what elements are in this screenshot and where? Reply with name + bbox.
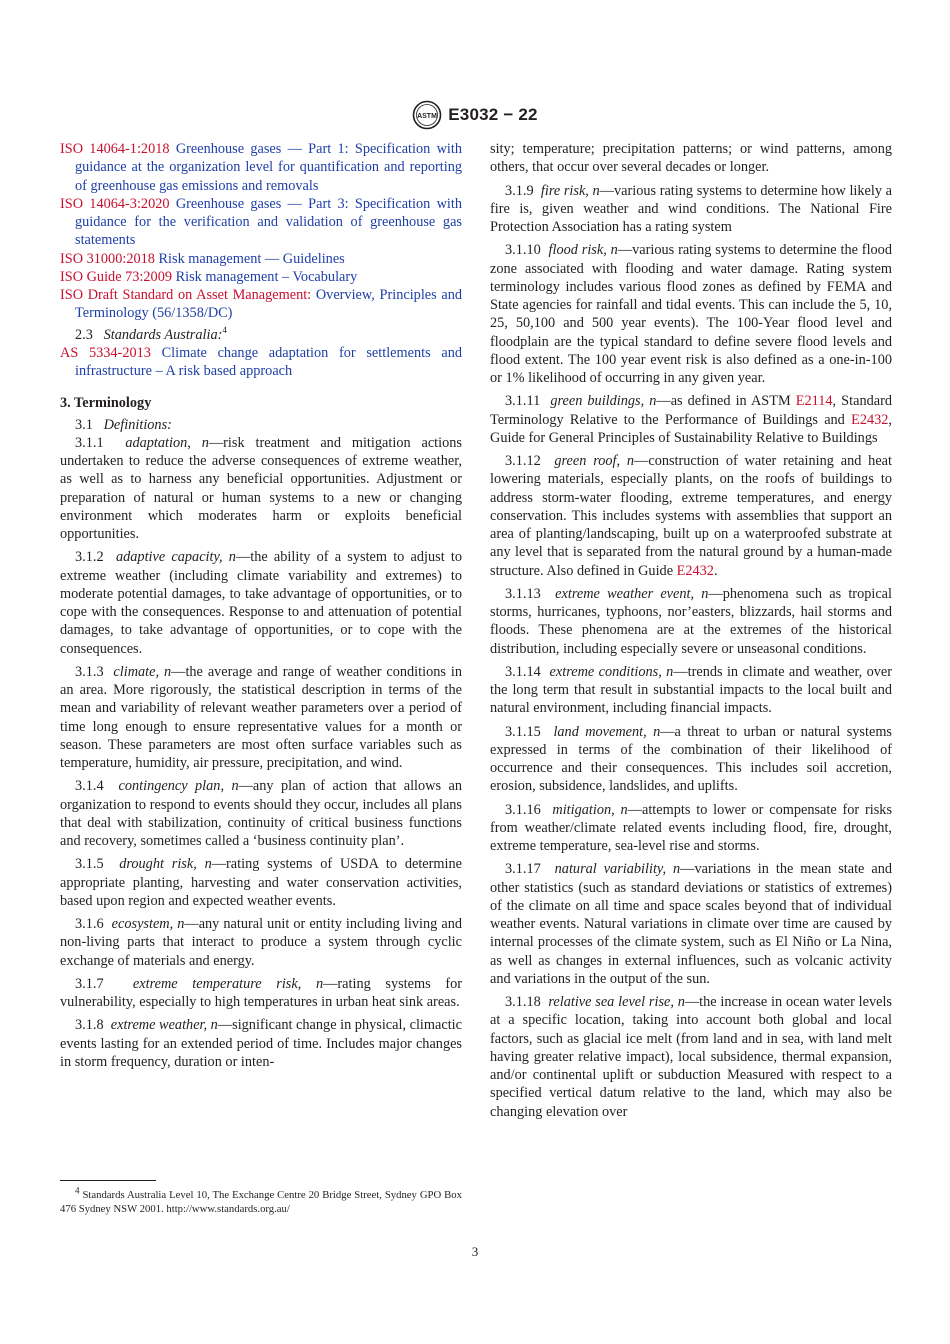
definition-number: 3.1.8: [75, 1017, 104, 1034]
definition-text: —risk treatment and mitigation actions undertaken to reduce the adverse consequences of extreme weather, as well as to harness any beneficial opportunities. Adjustment or preparation of natural or human systems to a new or changing environment which moderates harm or exploits beneficial opportunities.: [60, 434, 462, 542]
definition: [60, 548, 462, 658]
reference-item: [60, 344, 462, 381]
definition-term: land movement, n: [553, 723, 661, 740]
definition-text: .: [713, 562, 718, 579]
definition: [490, 452, 892, 580]
definition: [60, 915, 462, 970]
reference-item: [60, 140, 462, 195]
subsection-2-3: [60, 326, 462, 344]
definition: [490, 392, 892, 447]
section-heading: 3. Terminology: [60, 395, 152, 412]
definition: [60, 663, 462, 773]
definition: [490, 663, 892, 718]
definition-number: 3.1.12: [505, 453, 541, 469]
reference-item: [60, 286, 462, 323]
definition-term: extreme weather event, n: [555, 585, 709, 602]
definition-number: 3.1.1: [75, 434, 104, 451]
definition: [60, 777, 462, 850]
page-header: [0, 100, 950, 130]
definition-number: 3.1.10: [505, 242, 541, 259]
reference-title[interactable]: Greenhouse gases — Part 1: Specification with guidance at the organization level for quantification and reporting of greenhouse gas emissions and removals: [75, 141, 462, 194]
reference-item: [60, 195, 462, 250]
definition-number: 3.1.15: [505, 723, 541, 740]
definition: [490, 723, 892, 796]
definition-text: —any plan of action that allows an organization to respond to events should they occur, includes all plans that deal with stabilization, continuity of critical business functions and recovery, sometimes called a ‘business continuity plan’.: [60, 778, 462, 849]
definition-number: 3.1.4: [75, 778, 104, 795]
definition-term: flood risk, n: [548, 242, 618, 259]
footnote: [60, 1185, 462, 1216]
definition-text: —rating systems for vulnerability, especially to high temperatures in urban heat sink areas.: [60, 975, 462, 1010]
definition-term: green roof, n: [554, 453, 635, 469]
definition-continuation: sity; temperature; precipitation patterns; or wind patterns, among others, that occur over several decades or longer.: [490, 141, 892, 176]
definition-number: 3.1.9: [505, 182, 534, 199]
definition-text: —the average and range of weather conditions in an area. More rigorously, the statistical description in terms of the mean and variability of relevant weather parameters over a period of time long enough to ensure representative values for a month or season. These parameters are most often surface variables such as temperature, humidity, air pressure, precipitation, and wind.: [60, 663, 462, 771]
standard-link[interactable]: E2114: [795, 393, 833, 410]
definition-term: extreme temperature risk, n: [132, 975, 324, 992]
definition-text: —attempts to lower or compensate for risks from weather/climate related events including flood, fire, drought, extreme temperature, sea-level rise and storms.: [490, 801, 893, 854]
definition-term: adaptive capacity, n: [115, 549, 236, 566]
definition-number: 3.1.2: [75, 549, 104, 566]
definition-term: ecosystem, n: [111, 916, 185, 932]
document-id: E3032 − 22: [448, 105, 538, 124]
subsection-title: Definitions:: [103, 416, 172, 433]
definition-text: —the increase in ocean water levels at a specific location, taking into account both global and local factors, such as glacial ice melt (from land and in sea, with land melt having greater relative impact), local subsidence, thermal expansion, and/or continental uplift or subduction Measured with respect to a specified vertical datum relative to the land, which may also be changing elevation over: [490, 994, 892, 1120]
footnote-marker: 4: [222, 324, 227, 335]
astm-logo-icon: [412, 100, 442, 130]
reference-code[interactable]: AS 5334-2013: [60, 344, 151, 361]
definition-term: mitigation, n: [552, 801, 628, 818]
definition-number: 3.1.16: [505, 801, 541, 818]
definition-number: 3.1.7: [75, 975, 104, 992]
subsection-number: 2.3: [75, 326, 93, 343]
definition: [490, 182, 892, 237]
definition: [60, 1016, 462, 1071]
reference-title[interactable]: Risk management – Vocabulary: [175, 268, 358, 285]
definition-text: —various rating systems to determine the flood zone associated with flooding and water damage. Rating system terminology includes various flood zones as defined by FEMA and State agencies for rainfall and tidal events. This can include the 5, 10, 25, 50,100 and 500 year events). The 100-Year flood level and floodplain are the typical standard to define severe flood levels and flood extent. The 100 year event risk is also defined as a one-in-100 or 1% likelihood of occurring in any given year.: [490, 242, 892, 386]
definition-text: , Guide for General Principles of Sustainability Relative to Buildings: [490, 411, 892, 446]
definition: [60, 975, 462, 1012]
definition-term: natural variability, n: [554, 861, 681, 878]
page-number: 3: [471, 1244, 479, 1259]
definition-number: 3.1.11: [505, 393, 541, 410]
definition-number: 3.1.5: [75, 856, 104, 873]
footnote-divider: [60, 1180, 156, 1181]
definition-term: contingency plan, n: [118, 778, 239, 795]
subsection-title: Standards Australia:: [103, 326, 223, 343]
left-column: [60, 140, 462, 1071]
reference-code[interactable]: ISO Draft Standard on Asset Management:: [60, 287, 312, 303]
definition-number: 3.1.18: [505, 994, 541, 1010]
definition-text: —any natural unit or entity including living and non-living parts that interact to produce a system through cyclic exchange of materials and energy.: [60, 916, 462, 969]
definition-term: relative sea level rise, n: [548, 994, 685, 1010]
definition-number: 3.1.6: [75, 916, 104, 932]
definition-term: fire risk, n: [540, 182, 600, 199]
definition: [490, 993, 892, 1121]
right-column: [490, 140, 892, 1121]
definition: [490, 585, 892, 658]
definition-number: 3.1.17: [505, 861, 541, 878]
definition-term: extreme weather, n: [110, 1017, 218, 1034]
subsection-3-1: [60, 416, 462, 434]
reference-title[interactable]: Climate change adaptation for settlements and infrastructure – A risk based approach: [75, 344, 462, 379]
reference-item: [60, 250, 462, 268]
definition-term: climate, n: [113, 663, 172, 680]
definition-text: —the ability of a system to adjust to extreme weather (including climate variability and extremes) to moderate potential damages, to take advantage of opportunities, or to cope with the consequences. Response to and attenuation of potential damages, to take advantage of opportunities, or to cope with the consequences.: [60, 549, 462, 657]
footnote-text: Standards Australia Level 10, The Exchange Centre 20 Bridge Street, Sydney GPO Box 476 Sydney NSW 2001. http://www.standards.org.au/: [60, 1189, 462, 1215]
standard-link[interactable]: E2432: [676, 562, 714, 579]
subsection-number: 3.1: [75, 416, 93, 433]
definition: [490, 801, 892, 856]
definition-text: —trends in climate and weather, over the long term that result in substantial impacts to the local built and natural environment, including financial impacts.: [490, 663, 893, 717]
footnote-number: 4: [75, 1185, 80, 1196]
standard-link[interactable]: E2432: [851, 411, 889, 428]
definition: [60, 434, 462, 544]
definition-number: 3.1.3: [75, 663, 104, 680]
definition-text: —a threat to urban or natural systems expressed in terms of the combination of their likelihood of occurrence and their consequences. This includes soil accretion, erosion, subsidence, landslides, and uplifts.: [490, 723, 892, 795]
reference-code[interactable]: ISO 31000:2018: [60, 250, 155, 267]
definition-text: —phenomena such as tropical storms, hurricanes, typhoons, nor’easters, blizzards, hail storms and floods. These phenomena are at the extremes of the historical distribution, including especially severe or unseasonal conditions.: [490, 585, 892, 657]
definition-term: extreme conditions, n: [549, 663, 674, 680]
definition-text: —construction of water retaining and heat lowering materials, especially plants, on the roofs of buildings to address storm-water flooding, extreme temperatures, and energy conservation. This includes systems with assemblies that support an area of planting/landscaping, built up on a waterproofed substrate at any level that is separated from the natural ground by a human-made structure. Also defined in Guide: [490, 453, 892, 579]
astm-logo-text: ASTM: [417, 113, 438, 120]
definition: [490, 860, 892, 988]
definition-term: adaptation, n: [125, 434, 209, 451]
definition-term: drought risk, n: [119, 856, 212, 873]
definition: [490, 241, 892, 387]
definition-number: 3.1.14: [505, 663, 541, 680]
definition-text: —various rating systems to determine how likely a fire is, given weather and wind conditions. The National Fire Protection Association has a rating system: [490, 182, 892, 235]
reference-title[interactable]: Risk management — Guidelines: [158, 250, 345, 267]
reference-code[interactable]: ISO 14064-3:2020: [60, 195, 170, 212]
definition-number: 3.1.13: [505, 585, 541, 602]
reference-title[interactable]: Overview, Principles and Terminology (56/1358/DC): [75, 287, 462, 322]
reference-code[interactable]: ISO Guide 73:2009: [60, 268, 172, 285]
definition-text: —as defined in ASTM: [656, 393, 796, 410]
reference-item: [60, 268, 462, 286]
definition-text: —rating systems of USDA to determine appropriate planting, harvesting and water conservation activities, based upon region and expected weather events.: [60, 856, 462, 909]
reference-title[interactable]: Greenhouse gases — Part 3: Specification with guidance for the verification and validation of greenhouse gas statements: [75, 195, 462, 249]
definition-text: , Standard Terminology Relative to the Performance of Buildings and: [490, 393, 892, 428]
reference-code[interactable]: ISO 14064-1:2018: [60, 141, 170, 157]
definition: [60, 855, 462, 910]
definition-text: —significant change in physical, climactic events lasting for an extended period of time. Includes major changes in storm frequency, duration or inten-: [60, 1017, 462, 1070]
definition-term: green buildings, n: [550, 393, 657, 410]
definition-text: —variations in the mean state and other statistics (such as standard deviations or statistics of extremes) of the climate on all time and space scales beyond that of individual weather events. Natural variations in climate over time are caused by internal processes of the climate system, such as El Niño or La Nina, as well as changes in external influences, such as volcanic activity and variations in the output of the sun.: [490, 861, 892, 987]
